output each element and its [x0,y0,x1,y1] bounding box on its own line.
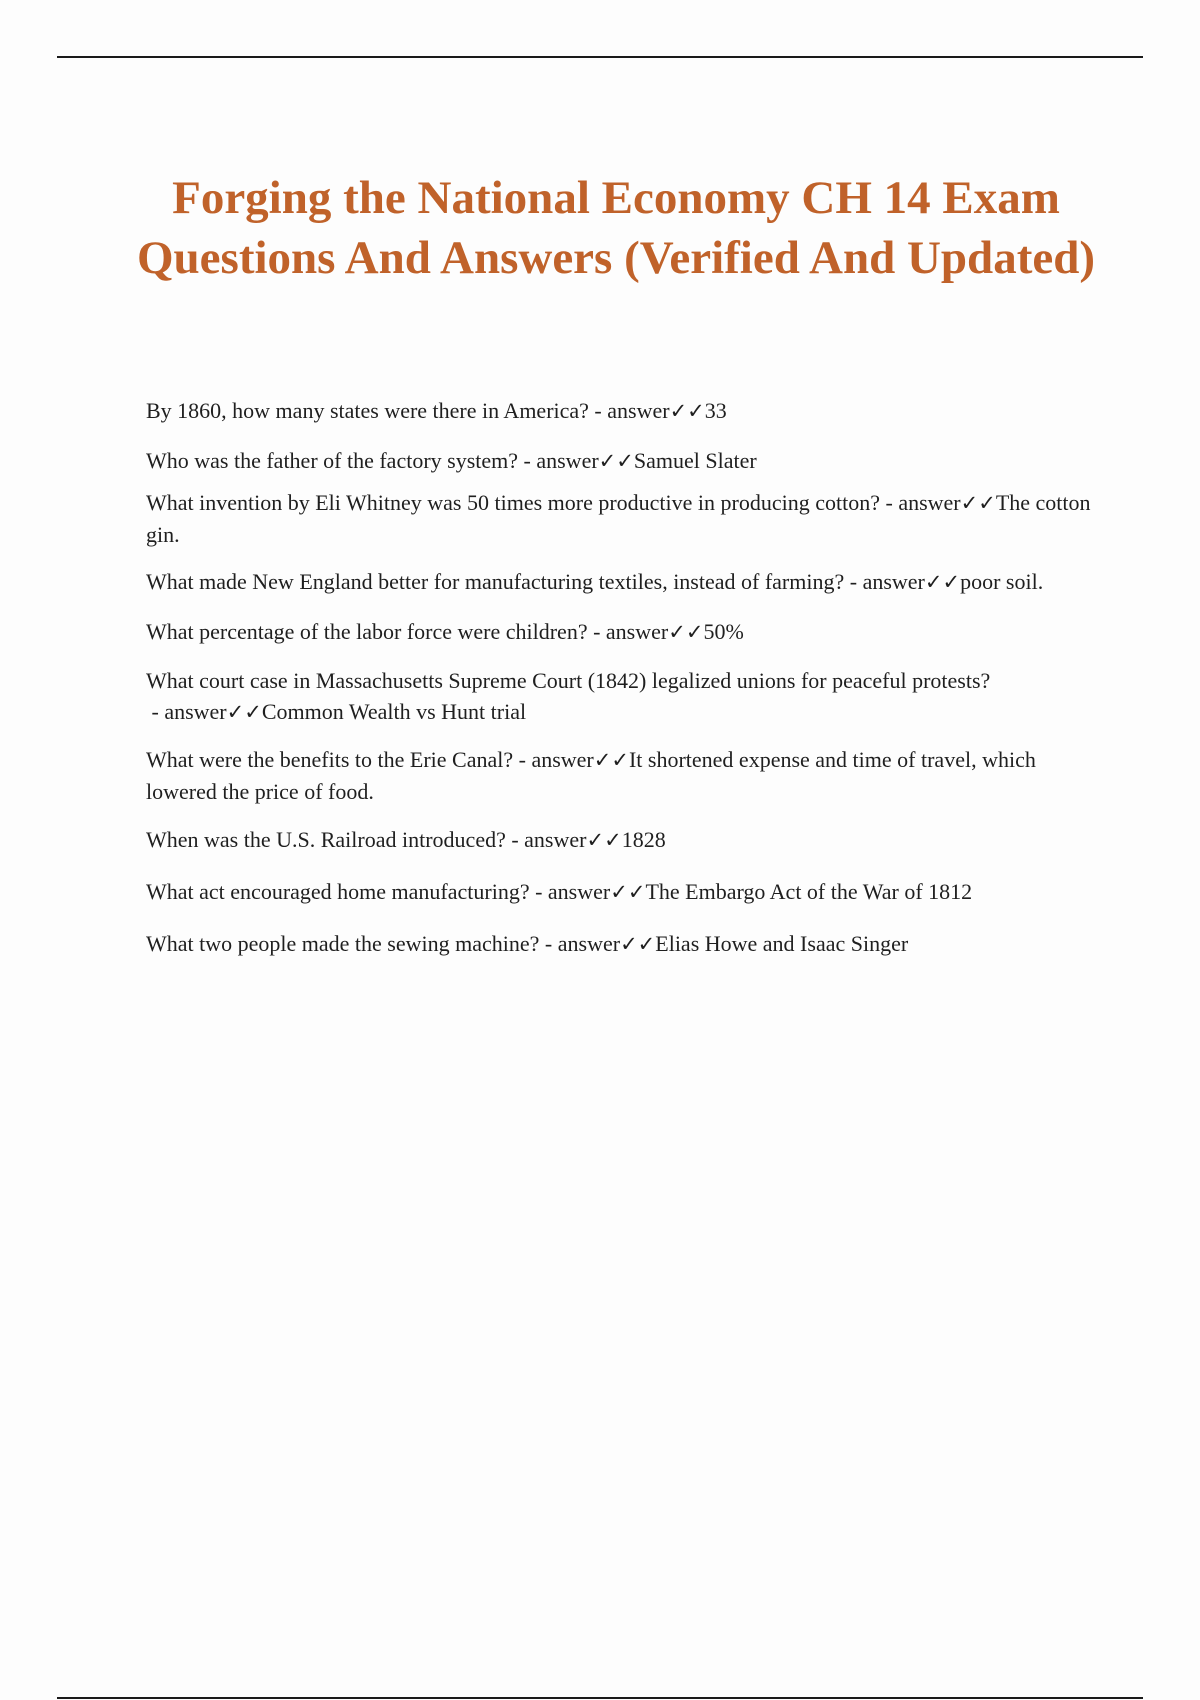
double-check-icon: ✓✓ [598,449,634,473]
answer-text: It shortened expense and time of travel, which lowered the price of food. [146,747,1036,804]
qa-item [146,395,1096,427]
answer-text: poor soil. [960,569,1044,594]
double-check-icon: ✓✓ [668,620,704,644]
question-text: When was the U.S. Railroad introduced? [146,827,506,852]
double-check-icon: ✓✓ [924,570,961,594]
double-check-icon: ✓✓ [610,880,646,904]
double-check-icon: ✓✓ [620,932,656,956]
answer-text: 50% [703,619,744,644]
double-check-icon: ✓✓ [960,491,996,515]
question-text: What invention by Eli Whitney was 50 times more productive in producing cotton? [146,490,880,515]
double-check-icon: ✓✓ [669,399,705,423]
answer-prefix: - answer [844,569,925,594]
answer-prefix: - answer [505,827,587,852]
question-text: What made New England better for manufacturing textiles, instead of farming? [146,569,845,594]
double-check-icon: ✓✓ [226,700,262,724]
answer-text: 1828 [621,827,666,852]
answer-text: Common Wealth vs Hunt trial [261,699,527,724]
answer-text: The cotton gin. [146,490,1091,547]
answer-prefix: - answer [587,619,669,644]
answer-prefix: - answer [518,448,599,473]
qa-item [146,665,1096,728]
answer-prefix: - answer [513,747,594,772]
question-text: What court case in Massachusetts Supreme Court (1842) legalized unions for peaceful protests? [146,668,991,693]
qa-item [146,876,1096,908]
question-text: What percentage of the labor force were children? [146,619,588,644]
answer-text: Elias Howe and Isaac Singer [655,931,909,956]
answer-prefix: - answer [146,699,227,724]
answer-prefix: - answer [588,398,670,423]
qa-item [146,824,1096,856]
double-check-icon: ✓✓ [586,828,622,852]
answer-text: The Embargo Act of the War of 1812 [645,879,973,904]
answer-text: 33 [704,398,727,423]
answer-prefix: - answer [539,931,621,956]
double-check-icon: ✓✓ [593,748,629,772]
qa-item [146,616,1096,648]
question-text: What act encouraged home manufacturing? [146,879,530,904]
qa-item [146,928,1096,960]
header-rule [57,56,1143,58]
answer-text: Samuel Slater [633,448,757,473]
answer-prefix: - answer [529,879,611,904]
question-text: What were the benefits to the Erie Canal? [146,747,514,772]
qa-item [146,566,1096,598]
question-text: What two people made the sewing machine? [146,931,540,956]
answer-prefix: - answer [880,490,961,515]
qa-item [146,445,1096,477]
qa-list [146,395,1096,960]
qa-item [146,487,1096,550]
qa-item [146,744,1096,807]
document-title: Forging the National Economy CH 14 Exam Questions And Answers (Verified And Updated) [136,172,1095,284]
footer-rule [57,1697,1143,1699]
question-text: By 1860, how many states were there in America? [146,398,589,423]
question-text: Who was the father of the factory system? [146,448,519,473]
